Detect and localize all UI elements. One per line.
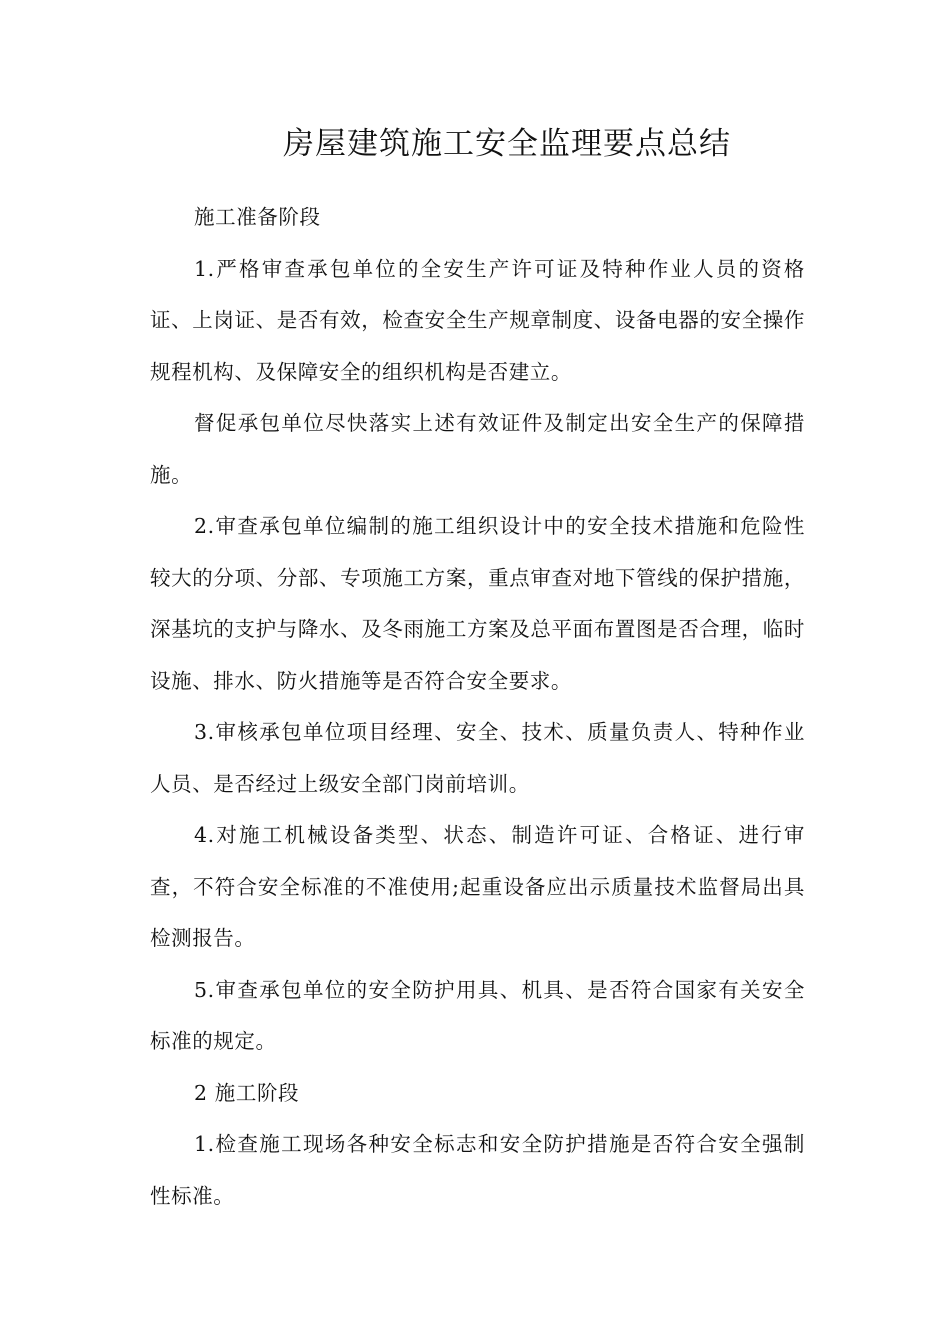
paragraph-supervise: 督促承包单位尽快落实上述有效证件及制定出安全生产的保障措施。	[150, 411, 805, 487]
paragraph-item-1: 1.严格审查承包单位的全安生产许可证及特种作业人员的资格证、上岗证、是否有效，检查安全生产规章制度、设备电器的安全操作规程机构、及保障安全的组织机构是否建立。	[150, 256, 805, 384]
paragraph-item-3: 3.审核承包单位项目经理、安全、技术、质量负责人、特种作业人员、是否经过上级安全部门岗前培训。	[150, 720, 805, 796]
paragraph-item-5: 5.审查承包单位的安全防护用具、机具、是否符合国家有关安全标准的规定。	[150, 977, 805, 1053]
paragraph-construction-item-1: 1.检查施工现场各种安全标志和安全防护措施是否符合安全强制性标准。	[150, 1132, 805, 1208]
paragraph-item-2: 2.审查承包单位编制的施工组织设计中的安全技术措施和危险性较大的分项、分部、专项施工方案，重点审查对地下管线的保护措施，深基坑的支护与降水、及冬雨施工方案及总平面布置图是否合理，临时设施、排水、防火措施等是否符合安全要求。	[150, 514, 805, 693]
section-heading-preparation: 施工准备阶段	[194, 205, 321, 229]
section-heading-construction: 2 施工阶段	[194, 1080, 300, 1105]
document-title: 房屋建筑施工安全监理要点总结	[283, 126, 731, 162]
document-body	[150, 192, 805, 1222]
paragraph-item-4: 4.对施工机械设备类型、状态、制造许可证、合格证、进行审查，不符合安全标准的不准使用;起重设备应出示质量技术监督局出具检测报告。	[150, 823, 805, 950]
